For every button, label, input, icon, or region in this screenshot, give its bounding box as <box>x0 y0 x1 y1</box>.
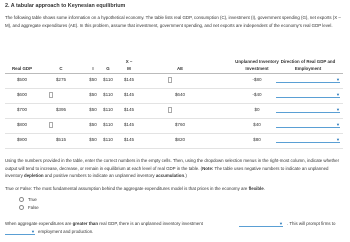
bottom-greater-than: greater than <box>72 221 98 226</box>
direction-dropdown[interactable] <box>276 107 340 113</box>
tf-prefix: True or False: The most fundamental assumption behind the aggregate expenditures model is that prices in the economy are <box>5 186 249 191</box>
header-inventory-bottom: Investment <box>245 66 269 71</box>
header-inventory-top: Unplanned Inventory <box>235 59 279 64</box>
cell-unplanned-inventory: $0 <box>254 107 260 112</box>
cell-investment: $50 <box>89 122 97 127</box>
cell-consumption: $515 <box>55 137 67 142</box>
instructions-paragraph <box>5 157 345 180</box>
cell-investment: $50 <box>89 107 97 112</box>
cell-unplanned-inventory: -$80 <box>252 77 262 82</box>
chevron-down-icon: ▼ <box>336 137 340 142</box>
bottom-suffix: . This will prompt firms to <box>287 221 336 226</box>
header-net-exports-top: X – <box>125 59 133 64</box>
tf-flexible: flexible <box>248 186 264 191</box>
bottom-mid: real GDP, there is an unplanned inventory investment <box>98 221 203 226</box>
instructions-depletion: depletion <box>24 173 44 179</box>
cell-government: $110 <box>103 137 113 142</box>
cell-investment: $50 <box>89 137 97 142</box>
true-false-question <box>5 185 345 193</box>
table-row-divider <box>5 133 343 134</box>
table-row-divider <box>5 148 343 149</box>
chevron-down-icon: ▼ <box>31 229 35 234</box>
true-label: True <box>28 197 37 202</box>
cell-ae: $820 <box>174 137 186 142</box>
header-direction-bottom: Employment <box>294 66 322 71</box>
chevron-down-icon: ▼ <box>336 122 340 127</box>
header-net-exports-bottom: M <box>127 66 131 71</box>
page-title: 2. A tabular approach to Keynesian equilibrium <box>5 3 126 9</box>
cell-gdp: $800 <box>16 122 28 127</box>
cell-ae: $760 <box>174 122 186 127</box>
cell-government: $110 <box>103 92 113 97</box>
cell-consumption-input[interactable] <box>49 122 53 128</box>
cell-gdp: $500 <box>16 77 28 82</box>
cell-net-exports: $145 <box>123 122 135 127</box>
false-label: False <box>28 205 39 210</box>
cell-government: $110 <box>103 77 113 82</box>
inventory-type-dropdown[interactable] <box>239 221 283 227</box>
cell-investment: $50 <box>89 77 97 82</box>
bottom-prefix: When aggregate expenditures are <box>5 221 73 226</box>
header-ae: AE <box>176 66 184 71</box>
false-radio[interactable] <box>19 205 24 210</box>
instructions-text-1: Using the numbers provided in the table, enter the correct numbers in the empty cells. Then, using the dropdown selection menus in the right-most column, indicate whether output will tend to increase, decrease, or remain in equilibrium at each level of real GDP in the table. ( <box>5 158 340 171</box>
table-row-divider <box>5 88 343 89</box>
instructions-text-4: .) <box>184 173 187 179</box>
cell-investment: $50 <box>89 92 97 97</box>
intro-paragraph: The following table shows some information on a hypothetical economy. The table lists real GDP, consumption (C), investment (I), government spending (G), net exports (X – M), and aggregate expenditures (AE). In this problem, assume that investment, government spending, and net exports are independent of the economy's real GDP level. <box>5 15 341 28</box>
cell-unplanned-inventory: $80 <box>253 137 261 142</box>
cell-government: $110 <box>103 107 113 112</box>
cell-ae-input[interactable] <box>168 77 172 83</box>
cell-consumption: $395 <box>55 107 67 112</box>
header-consumption: C <box>59 66 63 71</box>
instructions-note: Note: <box>202 165 214 171</box>
instructions-accumulation: accumulation <box>155 173 185 179</box>
true-radio[interactable] <box>19 197 24 202</box>
header-direction-top: Direction of Real GDP and <box>280 59 336 64</box>
tf-suffix: . <box>263 186 265 191</box>
cell-unplanned-inventory: $40 <box>253 122 261 127</box>
direction-dropdown[interactable] <box>276 137 340 143</box>
instructions-text-2: The table uses negative numbers to indicate an unplanned inventory <box>5 165 329 179</box>
direction-dropdown[interactable] <box>276 122 340 128</box>
cell-ae-input[interactable] <box>168 107 172 113</box>
chevron-down-icon: ▼ <box>336 107 340 112</box>
direction-dropdown[interactable] <box>276 77 340 83</box>
instructions-text-3: and positive numbers to indicate an unplanned inventory <box>43 173 156 179</box>
table-row-divider <box>5 103 343 104</box>
cell-government: $110 <box>103 122 113 127</box>
header-divider <box>5 73 343 74</box>
cell-net-exports: $145 <box>123 77 135 82</box>
cell-gdp: $600 <box>16 92 28 97</box>
chevron-down-icon: ▼ <box>279 221 283 226</box>
cell-net-exports: $145 <box>123 92 135 97</box>
cell-gdp: $700 <box>16 107 28 112</box>
cell-consumption-input[interactable] <box>49 92 53 98</box>
cell-net-exports: $145 <box>123 107 135 112</box>
chevron-down-icon: ▼ <box>336 92 340 97</box>
chevron-down-icon: ▼ <box>336 77 340 82</box>
cell-net-exports: $145 <box>123 137 135 142</box>
header-government: G <box>106 66 110 71</box>
bottom-end: employment and production. <box>38 229 94 234</box>
cell-gdp: $900 <box>16 137 28 142</box>
cell-consumption: $275 <box>55 77 67 82</box>
direction-dropdown[interactable] <box>276 92 340 98</box>
table-row-divider <box>5 118 343 119</box>
header-investment: I <box>92 66 94 71</box>
cell-unplanned-inventory: -$40 <box>252 92 262 97</box>
cell-ae: $640 <box>174 92 186 97</box>
header-real-gdp: Real GDP <box>11 66 32 71</box>
firms-response-dropdown[interactable] <box>5 229 35 235</box>
